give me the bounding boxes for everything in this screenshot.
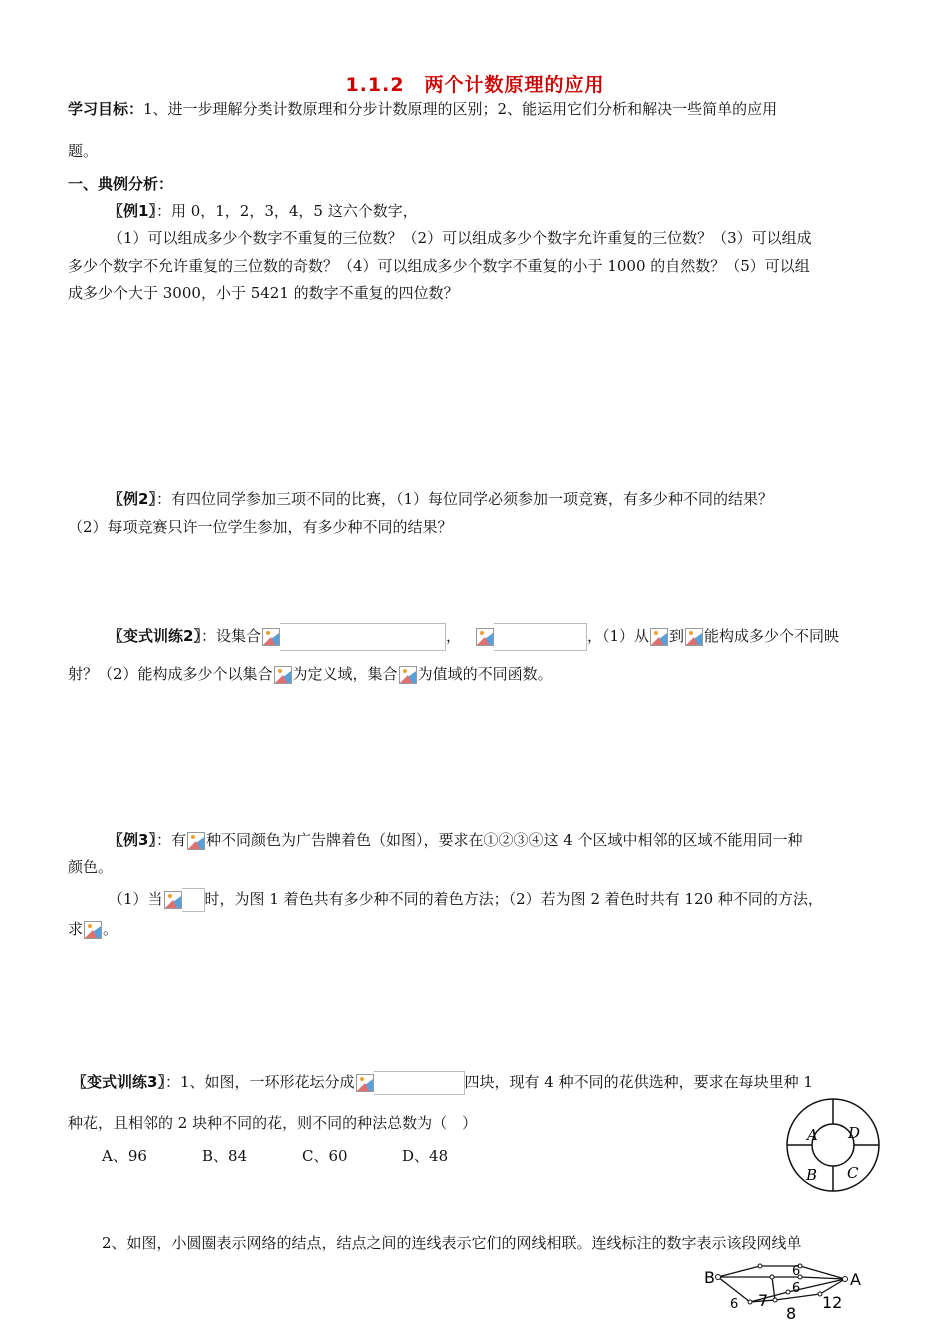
formula-image-icon [262, 628, 280, 646]
formula-image-icon [685, 628, 703, 646]
example-1-label: 〖例1〗 [108, 202, 156, 220]
variant-2-text-d: 到 [669, 627, 685, 645]
node-label-b: B [704, 1268, 715, 1287]
variant-2-line-2-c: 为值域的不同函数。 [417, 665, 553, 683]
variant-2-text-b: ， [445, 627, 461, 645]
network-figure [700, 1262, 870, 1332]
variant-2-line-2-b: 为定义域，集合 [292, 665, 398, 683]
formula-image-icon [164, 891, 182, 909]
region-label-b: B [806, 1166, 818, 1184]
example-1-line-3: 成多少个大于 3000，小于 5421 的数字不重复的四位数？ [68, 284, 459, 302]
variant-2-line-2-a: 射？（2）能构成多少个以集合 [68, 665, 273, 683]
option-b: B、84 [202, 1147, 248, 1165]
formula-placeholder-box [182, 888, 205, 912]
formula-placeholder-box [374, 1071, 465, 1095]
example-3-line-4-b: 。 [103, 920, 119, 938]
variant-2-label: 〖变式训练2〗 [108, 627, 201, 645]
example-3-line-2: 颜色。 [68, 858, 114, 876]
example-3-line-3-b: 时，为图 1 着色共有多少种不同的着色方法；（2）若为图 2 着色时共有 120 种不同的方法， [204, 890, 823, 908]
edge-label-6a: 6 [792, 1264, 801, 1279]
formula-placeholder-box [280, 623, 446, 651]
example-3-label: 〖例3〗 [108, 831, 156, 849]
question-2-line-1: 2、如图，小圆圈表示网络的结点，结点之间的连线表示它们的网线相联。连线标注的数字表示该段网线单 [102, 1234, 802, 1252]
ring-flowerbed-figure [778, 1090, 888, 1200]
example-2-label: 〖例2〗 [108, 490, 156, 508]
variant-2-line-2 [68, 664, 553, 684]
edge-label-8: 8 [786, 1304, 797, 1323]
formula-image-icon [84, 921, 102, 939]
variant-2-text-c: ，（1）从 [586, 627, 650, 645]
objectives-line-1 [68, 99, 777, 119]
region-label-c: C [847, 1164, 859, 1182]
example-3-line-4 [68, 919, 118, 939]
example-1-line-2: 多少个数字不允许重复的三位数的奇数？（4）可以组成多少个数字不重复的小于 1000 的自然数？（5）可以组 [68, 257, 810, 275]
example-2-line-1 [108, 489, 773, 509]
formula-image-icon [356, 1074, 374, 1092]
formula-image-icon [650, 628, 668, 646]
example-3-text-b: 种不同颜色为广告牌着色（如图），要求在①②③④这 4 个区域中相邻的区域不能用同一种 [205, 831, 803, 849]
formula-image-icon [187, 832, 205, 850]
option-a: A、96 [102, 1147, 147, 1165]
variant-3-text-a: ：1、如图，一环形花坛分成 [164, 1073, 355, 1091]
edge-label-7: 7 [758, 1291, 769, 1310]
objectives-label: 学习目标： [68, 100, 144, 118]
example-3-line-3-a: （1）当 [108, 890, 163, 908]
variant-3-line-1 [72, 1068, 813, 1096]
example-3-line-4-a: 求 [68, 920, 84, 938]
example-1-intro-text: ：用 0，1，2，3，4，5 这六个数字， [155, 202, 418, 220]
node-label-a: A [850, 1270, 861, 1289]
objectives-text-2: 题。 [68, 142, 99, 160]
variant-2-text-a: ：设集合 [200, 627, 261, 645]
region-label-a: A [807, 1126, 818, 1144]
example-2-line-1-text: ：有四位同学参加三项不同的比赛，（1）每位同学必须参加一项竞赛，有多少种不同的结果？ [155, 490, 773, 508]
region-label-d: D [848, 1124, 861, 1142]
formula-placeholder-box [494, 623, 587, 651]
page-title: 1.1.2 两个计数原理的应用 [345, 74, 605, 96]
option-d: D、48 [402, 1147, 449, 1165]
example-1-intro [108, 201, 418, 221]
formula-image-icon [274, 666, 292, 684]
objectives-text-1: 1、进一步理解分类计数原理和分步计数原理的区别；2、能运用它们分析和解决一些简单的应用 [143, 100, 778, 118]
variant-2-line-1 [108, 622, 839, 651]
example-3-line-3 [108, 886, 823, 912]
edge-label-12: 12 [822, 1293, 843, 1312]
edge-label-6c: 6 [730, 1297, 739, 1312]
formula-image-icon [476, 628, 494, 646]
variant-3-line-2: 种花，且相邻的 2 块种不同的花，则不同的种法总数为（ ） [68, 1114, 478, 1132]
variant-2-text-e: 能构成多少个不同映 [704, 627, 840, 645]
example-3-text-a: ：有 [155, 831, 186, 849]
example-1-line-1: （1）可以组成多少个数字不重复的三位数？（2）可以组成多少个数字允许重复的三位数？（3）可以组成 [108, 229, 812, 247]
example-2-line-2: （2）每项竞赛只许一位学生参加，有多少种不同的结果？ [68, 518, 453, 536]
option-c: C、60 [302, 1147, 348, 1165]
example-3-line-1 [108, 830, 803, 850]
section-heading: 一、典例分析： [68, 175, 174, 193]
variant-3-label: 〖变式训练3〗 [72, 1073, 165, 1091]
edge-label-6b: 6 [792, 1281, 801, 1296]
variant-3-text-b: 四块，现有 4 种不同的花供选种，要求在每块里种 1 [464, 1073, 813, 1091]
formula-image-icon [399, 666, 417, 684]
